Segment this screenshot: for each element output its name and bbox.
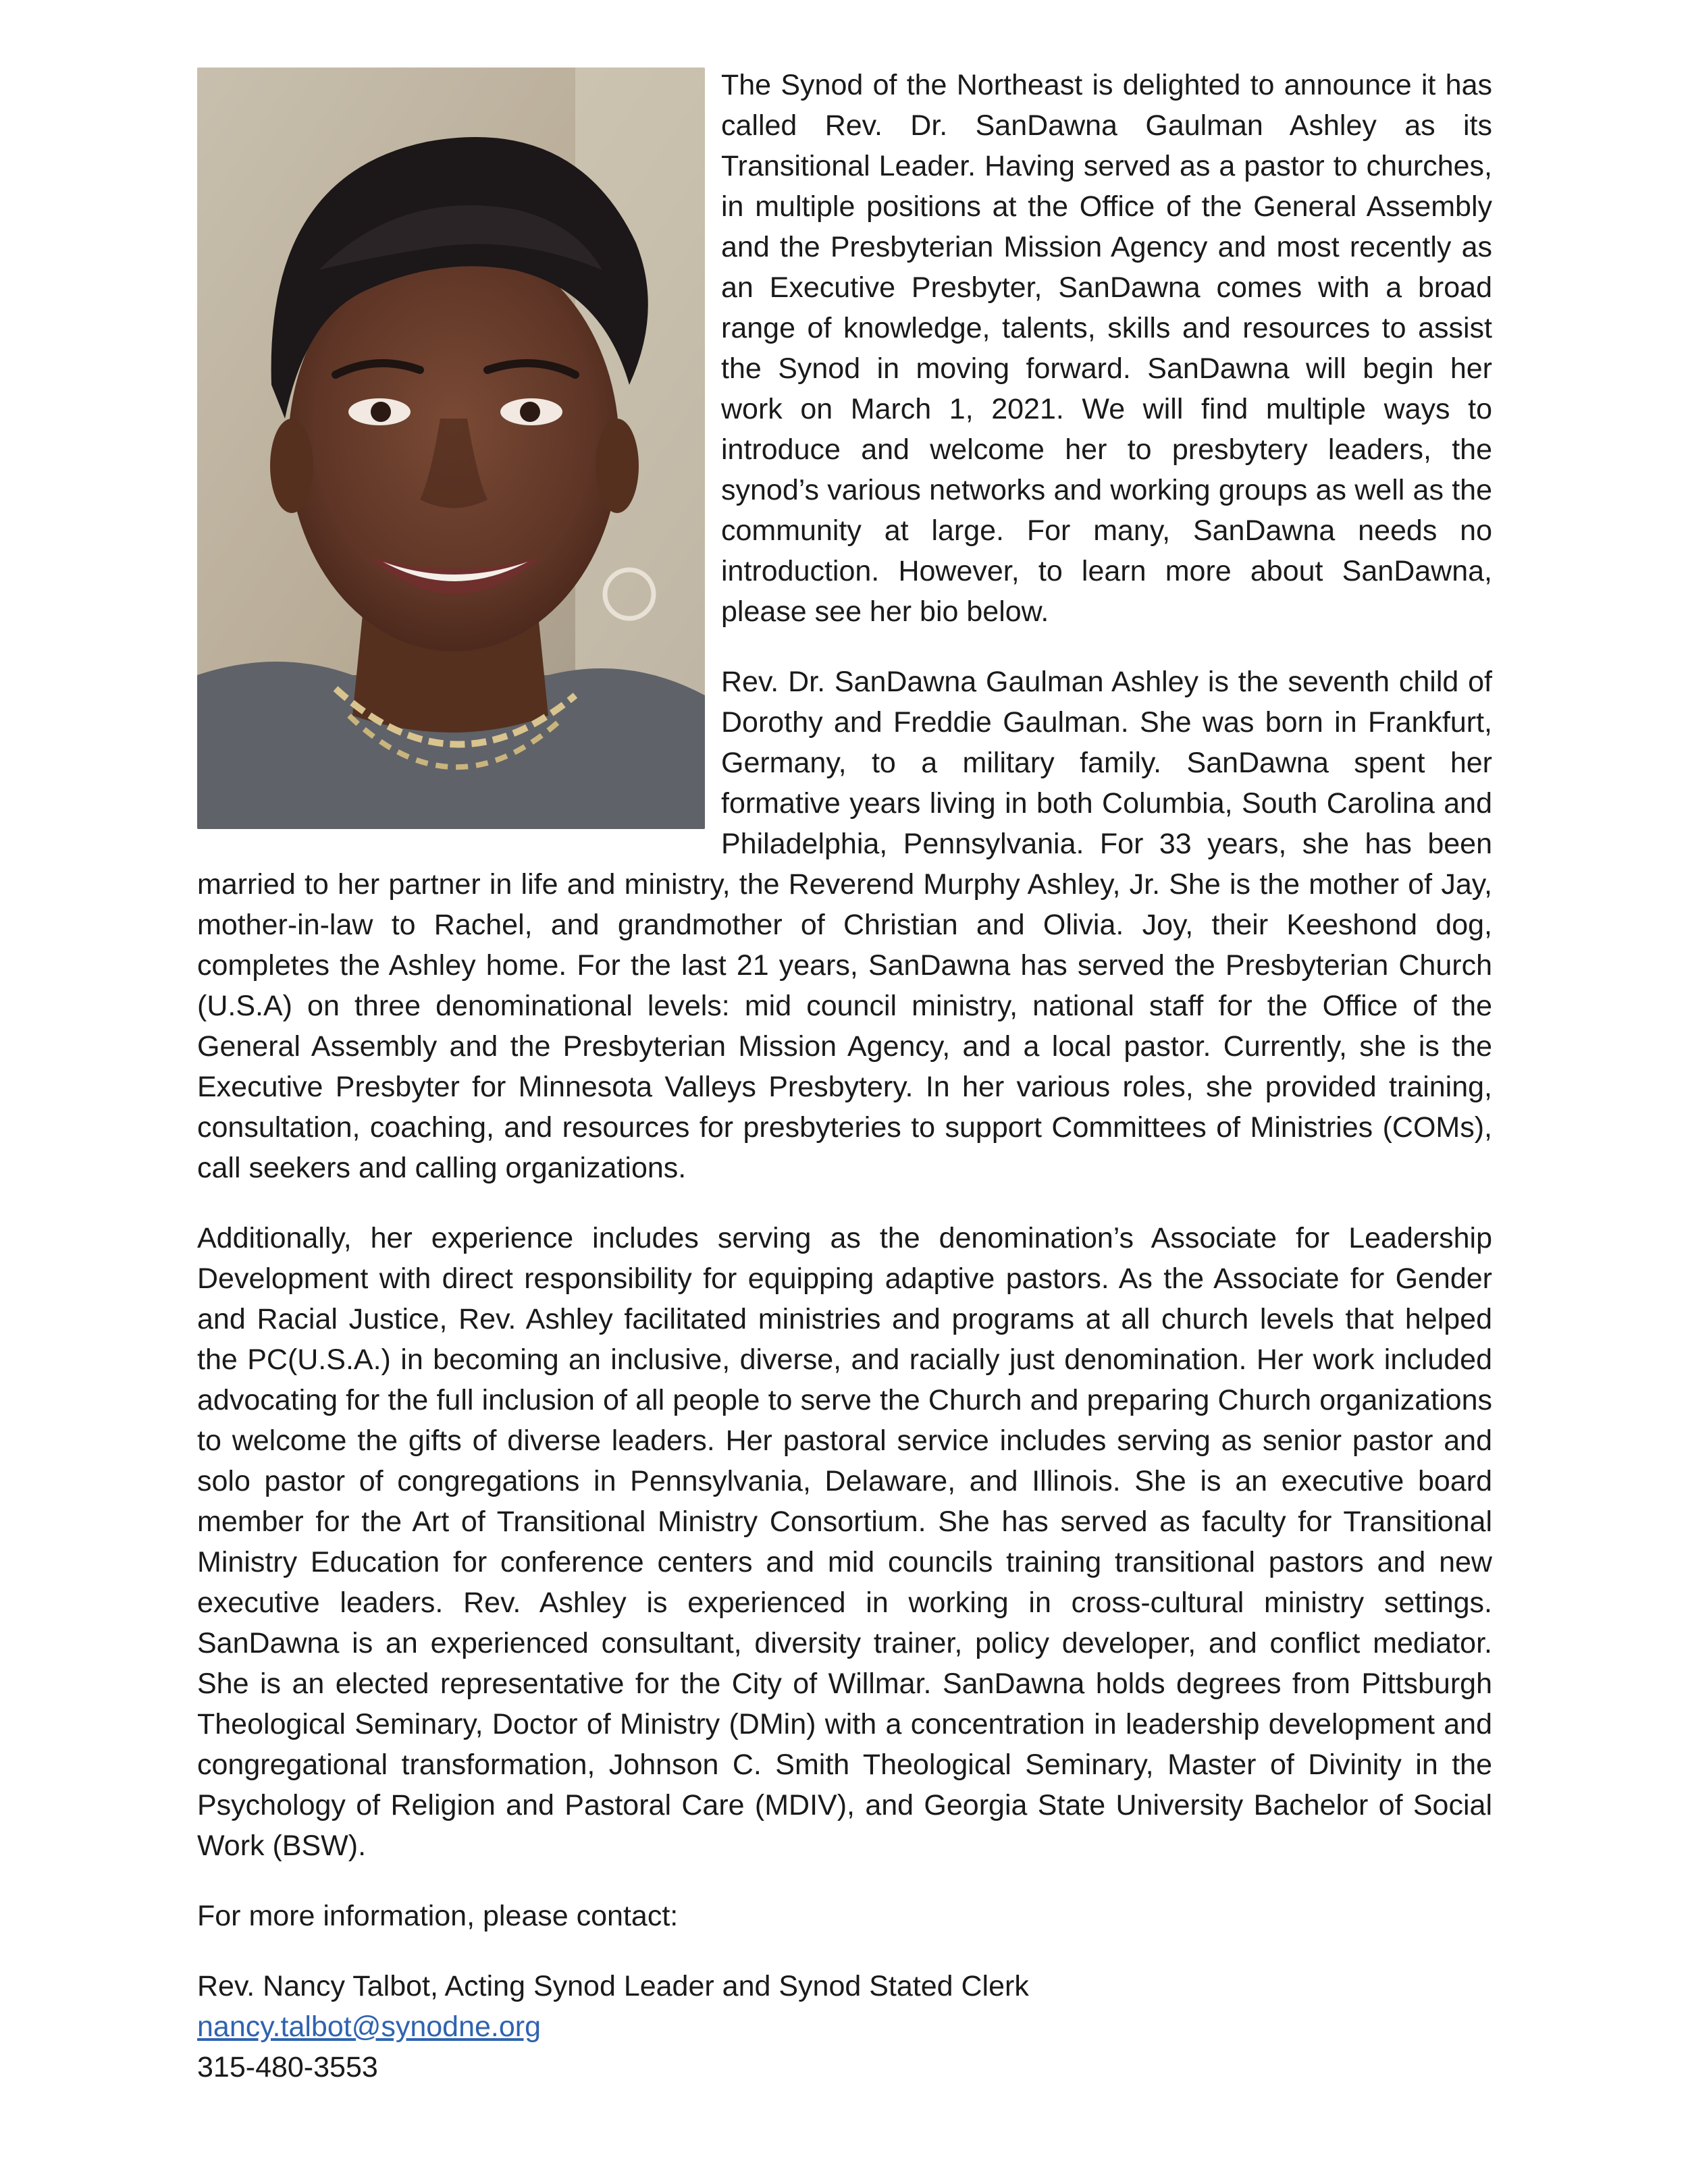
portrait-photo bbox=[197, 68, 705, 829]
contact-email-link[interactable]: nancy.talbot@synodne.org bbox=[197, 2010, 542, 2043]
document-page bbox=[197, 65, 1492, 2087]
contact-name-title: Rev. Nancy Talbot, Acting Synod Leader and Synod Stated Clerk bbox=[197, 1970, 1029, 2002]
intro-paragraph: The Synod of the Northeast is delighted to announce it has called Rev. Dr. SanDawna Gaulman Ashley as its Transitional Leader. Having served as a pastor to churches, in multiple positions at the Office of the General Assembly and the Presbyterian Mission Agency and most recently as an Executive Presbyter, SanDawna comes with a broad range of knowledge, talents, skills and resources to assist the Synod in moving forward. SanDawna will begin her work on March 1, 2021. We will find multiple ways to introduce and welcome her to presbytery leaders, the synod’s various networks and working groups as well as the community at large. For many, SanDawna needs no introduction. However, to learn more about SanDawna, please see her bio below. bbox=[721, 69, 1492, 628]
contact-prompt: For more information, please contact: bbox=[197, 1900, 679, 1932]
bio-paragraph-1: Rev. Dr. SanDawna Gaulman Ashley is the seventh child of Dorothy and Freddie Gaulman. She was born in Frankfurt, Germany, to a military family. SanDawna spent her formative years living in both Columbia, South Carolina and Philadelphia, Pennsylvania. For 33 years, she has been married to her partner in life and ministry, the Reverend Murphy Ashley, Jr. She is the mother of Jay, mother-in-law to Rachel, and grandmother of Christian and Olivia. Joy, their Keeshond dog, completes the Ashley home. For the last 21 years, SanDawna has served the Presbyterian Church (U.S.A) on three denominational levels: mid council ministry, national staff for the Office of the General Assembly and the Presbyterian Mission Agency, and a local pastor. Currently, she is the Executive Presbyter for Minnesota Valleys Presbytery. In her various roles, she provided training, consultation, coaching, and resources for presbyteries to support Committees of Ministries (COMs), call seekers and calling organizations. bbox=[197, 666, 1492, 1184]
contact-phone: 315-480-3553 bbox=[197, 2051, 378, 2083]
contact-block bbox=[197, 1966, 1492, 2087]
bio-paragraph-2: Additionally, her experience includes serving as the denomination’s Associate for Leadership Development with direct responsibility for equipping adaptive pastors. As the Associate for Gender and Racial Justice, Rev. Ashley facilitated ministries and programs at all church levels that helped the PC(U.S.A.) in becoming an inclusive, diverse, and racially just denomination. Her work included advocating for the full inclusion of all people to serve the Church and preparing Church organizations to welcome the gifts of diverse leaders. Her pastoral service includes serving as senior pastor and solo pastor of congregations in Pennsylvania, Delaware, and Illinois. She is an executive board member for the Art of Transitional Ministry Consortium. She has served as faculty for Transitional Ministry Education for conference centers and mid councils training transitional pastors and new executive leaders. Rev. Ashley is experienced in working in cross-cultural ministry settings. SanDawna is an experienced consultant, diversity trainer, policy developer, and conflict mediator. She is an elected representative for the City of Willmar. SanDawna holds degrees from Pittsburgh Theological Seminary, Doctor of Ministry (DMin) with a concentration in leadership development and congregational transformation, Johnson C. Smith Theological Seminary, Master of Divinity in the Psychology of Religion and Pastoral Care (MDIV), and Georgia State University Bachelor of Social Work (BSW). bbox=[197, 1222, 1492, 1862]
